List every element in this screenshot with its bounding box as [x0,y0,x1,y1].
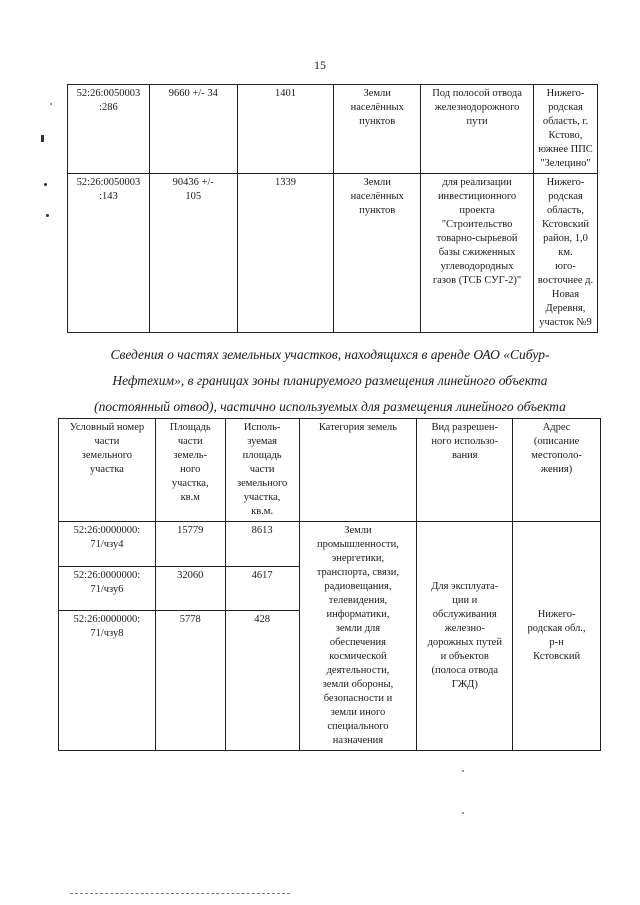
scan-mark [462,812,464,814]
scan-mark [462,770,464,772]
footer-line [70,893,290,894]
area-cell: 15779 [155,522,225,567]
category-cell: Земли населённых пунктов [334,174,421,333]
area-cell: 9660 +/- 34 [149,85,237,174]
part-number-cell: 52:26:0000000: 71/чзу6 [59,566,156,611]
usage-cell: Под полосой отвода железнодорожного пути [421,85,534,174]
table-header-row [59,419,601,522]
header-area: Площадь части земель- ного участка, кв.м [155,419,225,522]
address-cell: Нижего- родская область, г. Кстово, южнее ППС "Зелецино" [533,85,597,174]
header-number: Условный номер части земельного участка [59,419,156,522]
part-number-cell: 52:26:0000000: 71/чзу4 [59,522,156,567]
table-row [59,522,601,567]
used-area-cell: 4617 [225,566,299,611]
header-category: Категория земель [299,419,417,522]
used-area-cell: 428 [225,611,299,751]
header-usage: Вид разрешен- ного использо- вания [417,419,513,522]
land-plots-table [67,84,598,333]
table-row [68,174,598,333]
plot-parts-table [58,418,601,751]
cadastral-number-cell: 52:26:0050003 :286 [68,85,150,174]
address-cell: Нижего- родская обл., р-н Кстовский [513,522,601,751]
cadastral-number-cell: 52:26:0050003 :143 [68,174,150,333]
category-cell: Земли промышленности, энергетики, транспорта, связи, радиовещания, телевидения, информатики, земли для обеспечения космической деятельности, земли обороны, безопасности и земли иного специального назначения [299,522,417,751]
scan-mark [41,135,44,142]
scan-mark [50,103,52,105]
header-used-area: Исполь- зуемая площадь части земельного участка, кв.м. [225,419,299,522]
table-row [68,85,598,174]
used-area-cell: 1339 [237,174,334,333]
usage-cell: для реализации инвестиционного проекта "Строительство товарно-сырьевой базы сжиженных углеводородных газов (ТСБ СУГ-2)" [421,174,534,333]
address-cell: Нижего- родская область, Кстовский район, 1,0 км. юго- восточнее д. Новая Деревня, участок №9 [533,174,597,333]
section-caption: Сведения о частях земельных участков, находящихся в аренде ОАО «Сибур- Нефтехим», в границах зоны планируемого размещения линейного объекта (постоянный отвод), частично используемых для размещения линейного объекта [94,347,566,414]
scan-mark [44,183,47,186]
area-cell: 90436 +/- 105 [149,174,237,333]
used-area-cell: 1401 [237,85,334,174]
used-area-cell: 8613 [225,522,299,567]
usage-cell: Для эксплуата- ции и обслуживания железно- дорожных путей и объектов (полоса отвода ГЖД) [417,522,513,751]
scan-mark [46,214,49,217]
page-number: 15 [314,58,326,72]
category-cell: Земли населённых пунктов [334,85,421,174]
area-cell: 32060 [155,566,225,611]
area-cell: 5778 [155,611,225,751]
header-address: Адрес (описание местополо- жения) [513,419,601,522]
part-number-cell: 52:26:0000000: 71/чзу8 [59,611,156,751]
